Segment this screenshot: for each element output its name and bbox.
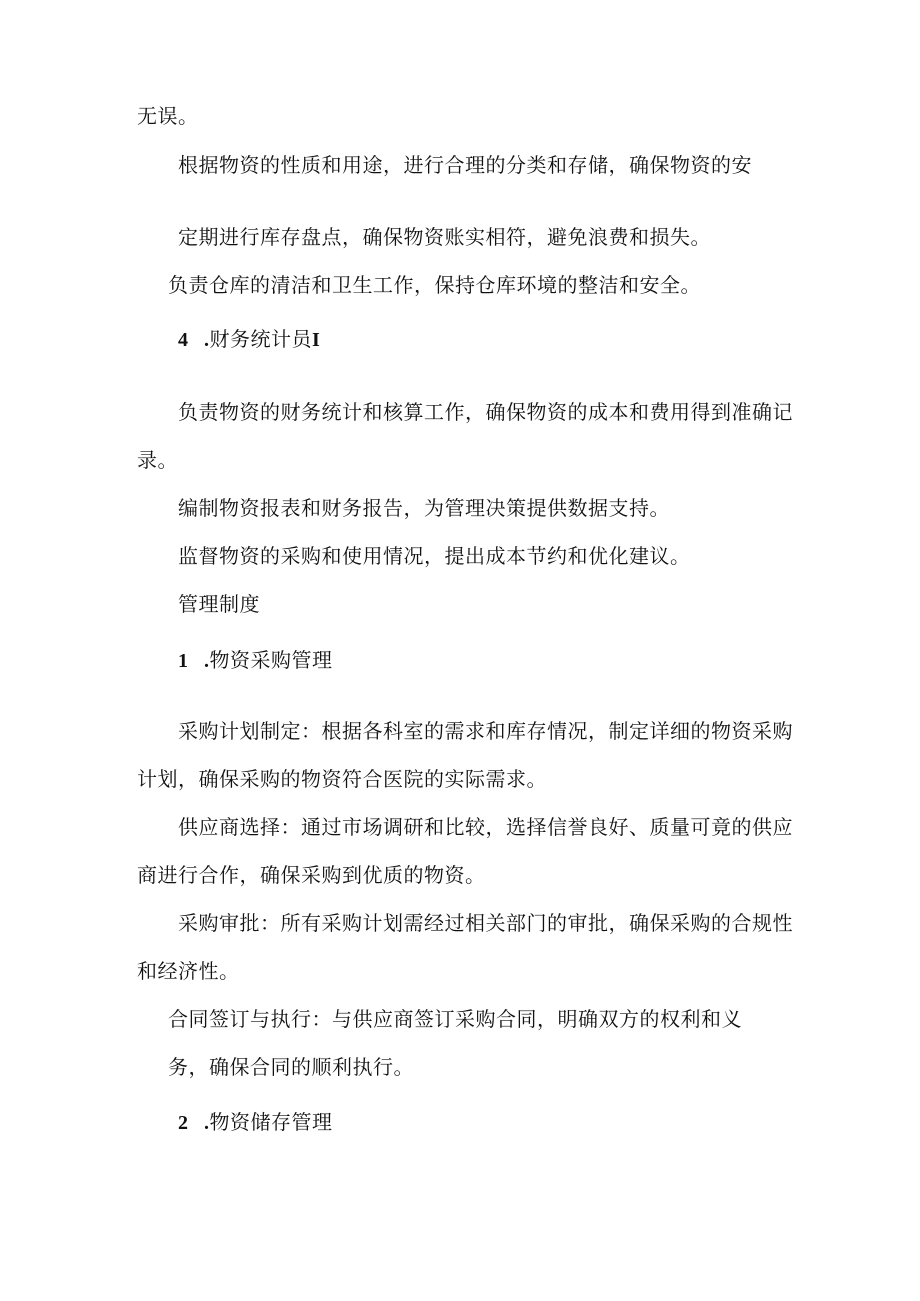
paragraph-line: 负责仓库的清洁和卫生工作，保持仓库环境的整洁和安全。	[168, 273, 701, 297]
heading-dot: .	[204, 329, 210, 351]
heading-dot: .	[204, 650, 210, 672]
heading-number: 2	[178, 1112, 189, 1134]
heading-dot: .	[204, 1112, 210, 1134]
heading-title: 物资采购管理	[209, 648, 333, 672]
section-title: 管理制度	[178, 592, 260, 616]
paragraph-line: 采购计划制定：根据各科室的需求和库存情况，制定详细的物资采购	[178, 719, 793, 743]
section-heading-1	[178, 646, 333, 675]
heading-title: 物资储存管理	[209, 1110, 333, 1134]
paragraph-line: 供应商选择：通过市场调研和比较，选择信誉良好、质量可竟的供应	[178, 815, 793, 839]
paragraph-line: 合同签订与执行：与供应商签订采购合同，明确双方的权利和义	[168, 1007, 742, 1031]
paragraph-line: 无误。	[137, 104, 199, 128]
paragraph-line: 录。	[137, 448, 178, 472]
section-heading-4	[178, 325, 320, 354]
paragraph-line: 商进行合作，确保采购到优质的物资。	[137, 863, 486, 887]
paragraph-line: 根据物资的性质和用途，进行合理的分类和存储，确保物资的安	[178, 153, 752, 177]
heading-title: 财务统计员	[209, 327, 312, 351]
section-heading-2	[178, 1108, 333, 1137]
paragraph-line: 编制物资报表和财务报告，为管理决策提供数据支持。	[178, 496, 670, 520]
paragraph-line: 负责物资的财务统计和核算工作，确保物资的成本和费用得到准确记	[178, 400, 793, 424]
paragraph-line: 监督物资的采购和使用情况，提出成本节约和优化建议。	[178, 544, 691, 568]
heading-number: 1	[178, 650, 189, 672]
paragraph-line: 采购审批：所有采购计划需经过相关部门的审批，确保采购的合规性	[178, 911, 793, 935]
paragraph-line: 计划，确保采购的物资符合医院的实际需求。	[137, 767, 547, 791]
heading-number: 4	[178, 329, 189, 351]
heading-suffix: I	[312, 329, 321, 351]
paragraph-line: 定期进行库存盘点，确保物资账实相符，避免浪费和损失。	[178, 225, 711, 249]
paragraph-line: 和经济性。	[137, 959, 240, 983]
paragraph-line: 务，确保合同的顺利执行。	[168, 1055, 414, 1079]
